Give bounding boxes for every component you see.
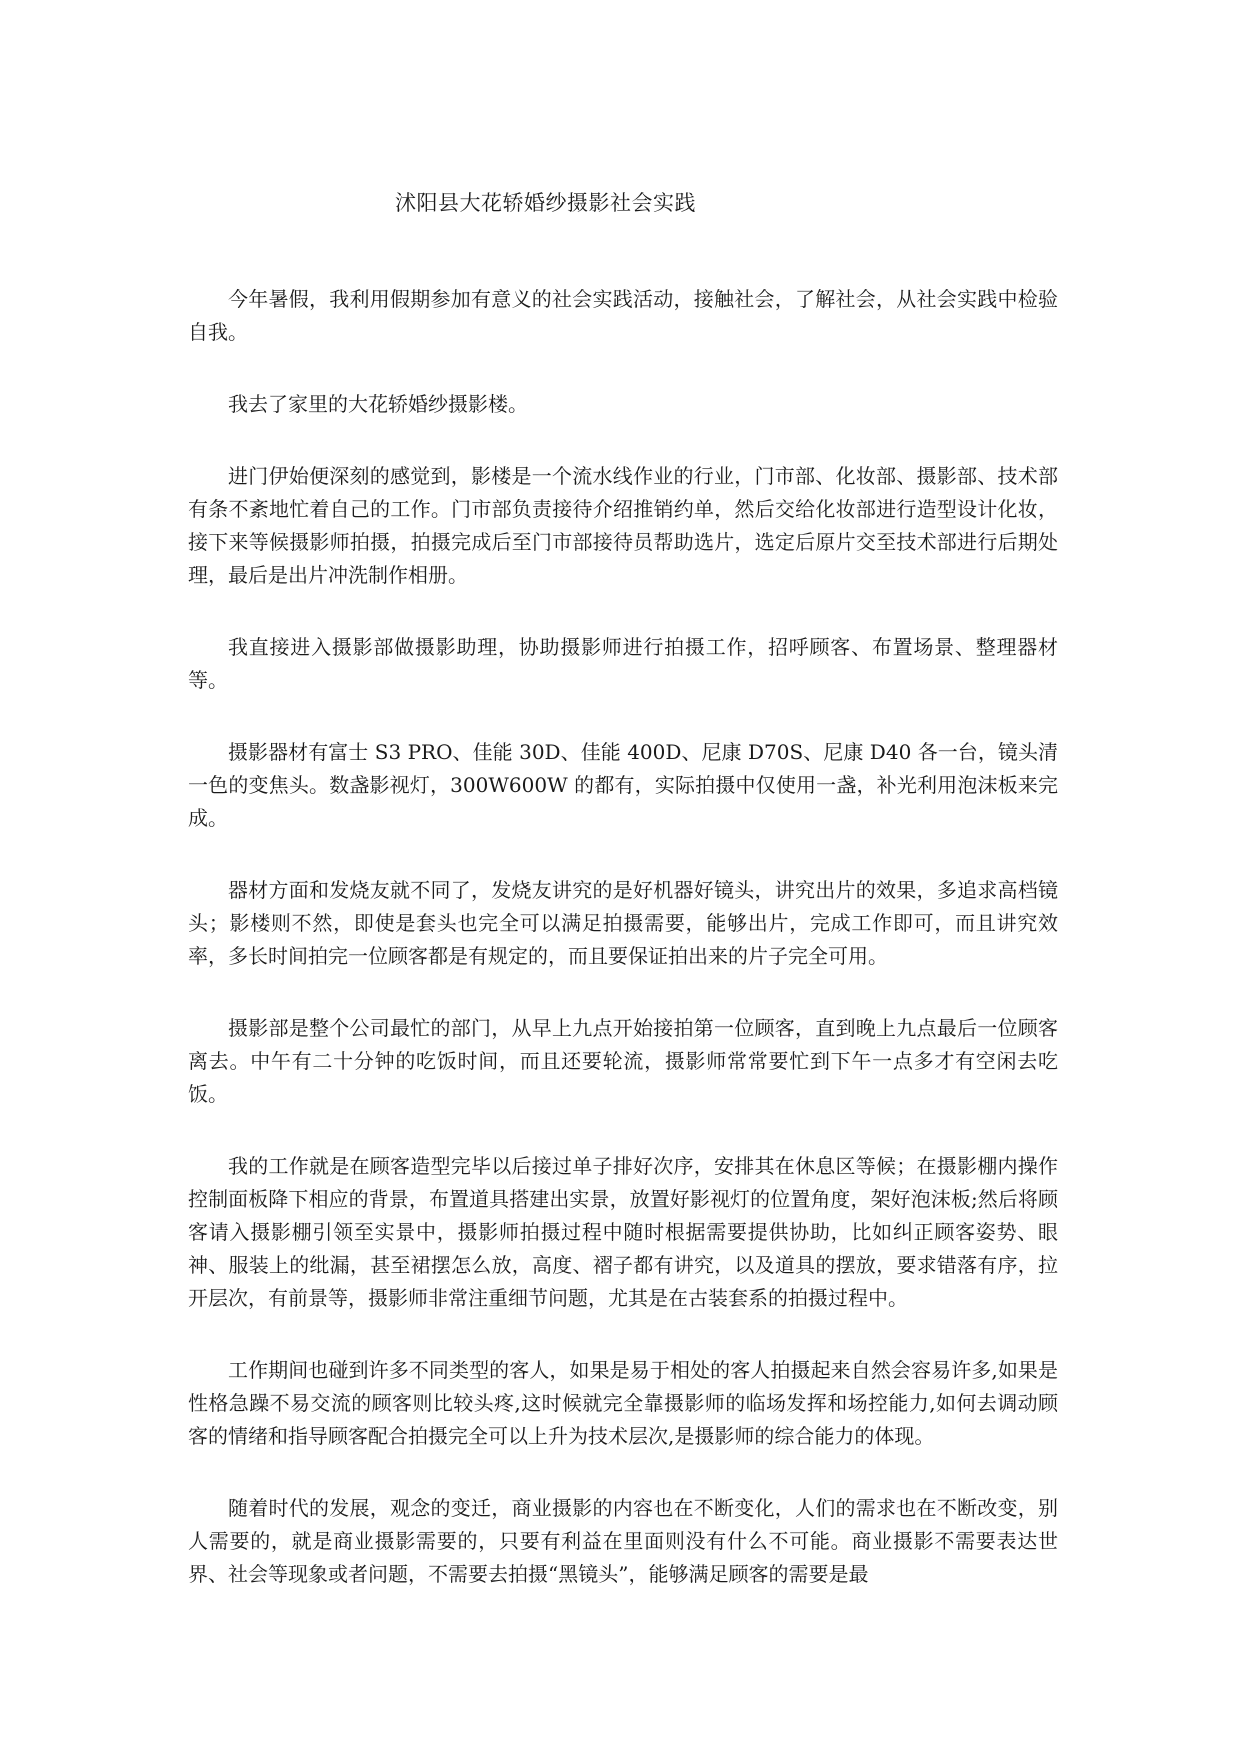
paragraph: 随着时代的发展，观念的变迁，商业摄影的内容也在不断变化，人们的需求也在不断改变，别人需要的，就是商业摄影需要的，只要有利益在里面则没有什么不可能。商业摄影不需要表达世界、社会等现象或者问题，不需要去拍摄“黑镜头”，能够满足顾客的需要是最 [188, 1496, 1058, 1586]
paragraph: 我直接进入摄影部做摄影助理，协助摄影师进行拍摄工作，招呼顾客、布置场景、整理器材等。 [188, 635, 1058, 692]
paragraph: 摄影部是整个公司最忙的部门，从早上九点开始接拍第一位顾客，直到晚上九点最后一位顾客离去。中午有二十分钟的吃饭时间，而且还要轮流，摄影师常常要忙到下午一点多才有空闲去吃饭。 [188, 1016, 1058, 1106]
document-title: 沭阳县大花轿婚纱摄影社会实践 [395, 191, 696, 215]
document-body [188, 283, 1058, 1630]
paragraph: 进门伊始便深刻的感觉到，影楼是一个流水线作业的行业，门市部、化妆部、摄影部、技术部有条不紊地忙着自己的工作。门市部负责接待介绍推销约单，然后交给化妆部进行造型设计化妆，接下来等候摄影师拍摄，拍摄完成后至门市部接待员帮助选片，选定后原片交至技术部进行后期处理，最后是出片冲洗制作相册。 [188, 464, 1058, 587]
paragraph: 摄影器材有富士 S3 PRO、佳能 30D、佳能 400D、尼康 D70S、尼康 D40 各一台，镜头清一色的变焦头。数盏影视灯，300W600W 的都有，实际拍摄中仅使用一盏，补光利用泡沫板来完成。 [188, 740, 1058, 830]
paragraph: 器材方面和发烧友就不同了，发烧友讲究的是好机器好镜头，讲究出片的效果，多追求高档镜头；影楼则不然，即使是套头也完全可以满足拍摄需要，能够出片，完成工作即可，而且讲究效率，多长时间拍完一位顾客都是有规定的，而且要保证拍出来的片子完全可用。 [188, 878, 1058, 968]
paragraph: 工作期间也碰到许多不同类型的客人，如果是易于相处的客人拍摄起来自然会容易许多,如果是性格急躁不易交流的顾客则比较头疼,这时候就完全靠摄影师的临场发挥和场控能力,如何去调动顾客的情绪和指导顾客配合拍摄完全可以上升为技术层次,是摄影师的综合能力的体现。 [188, 1358, 1058, 1448]
paragraph: 我去了家里的大花轿婚纱摄影楼。 [228, 392, 528, 416]
paragraph: 我的工作就是在顾客造型完毕以后接过单子排好次序，安排其在休息区等候；在摄影棚内操作控制面板降下相应的背景，布置道具搭建出实景，放置好影视灯的位置角度，架好泡沫板;然后将顾客请入摄影棚引领至实景中，摄影师拍摄过程中随时根据需要提供协助，比如纠正顾客姿势、眼神、服装上的纰漏，甚至裙摆怎么放，高度、褶子都有讲究，以及道具的摆放，要求错落有序，拉开层次，有前景等，摄影师非常注重细节问题，尤其是在古装套系的拍摄过程中。 [188, 1154, 1058, 1310]
paragraph: 今年暑假，我利用假期参加有意义的社会实践活动，接触社会，了解社会，从社会实践中检验自我。 [188, 287, 1058, 344]
